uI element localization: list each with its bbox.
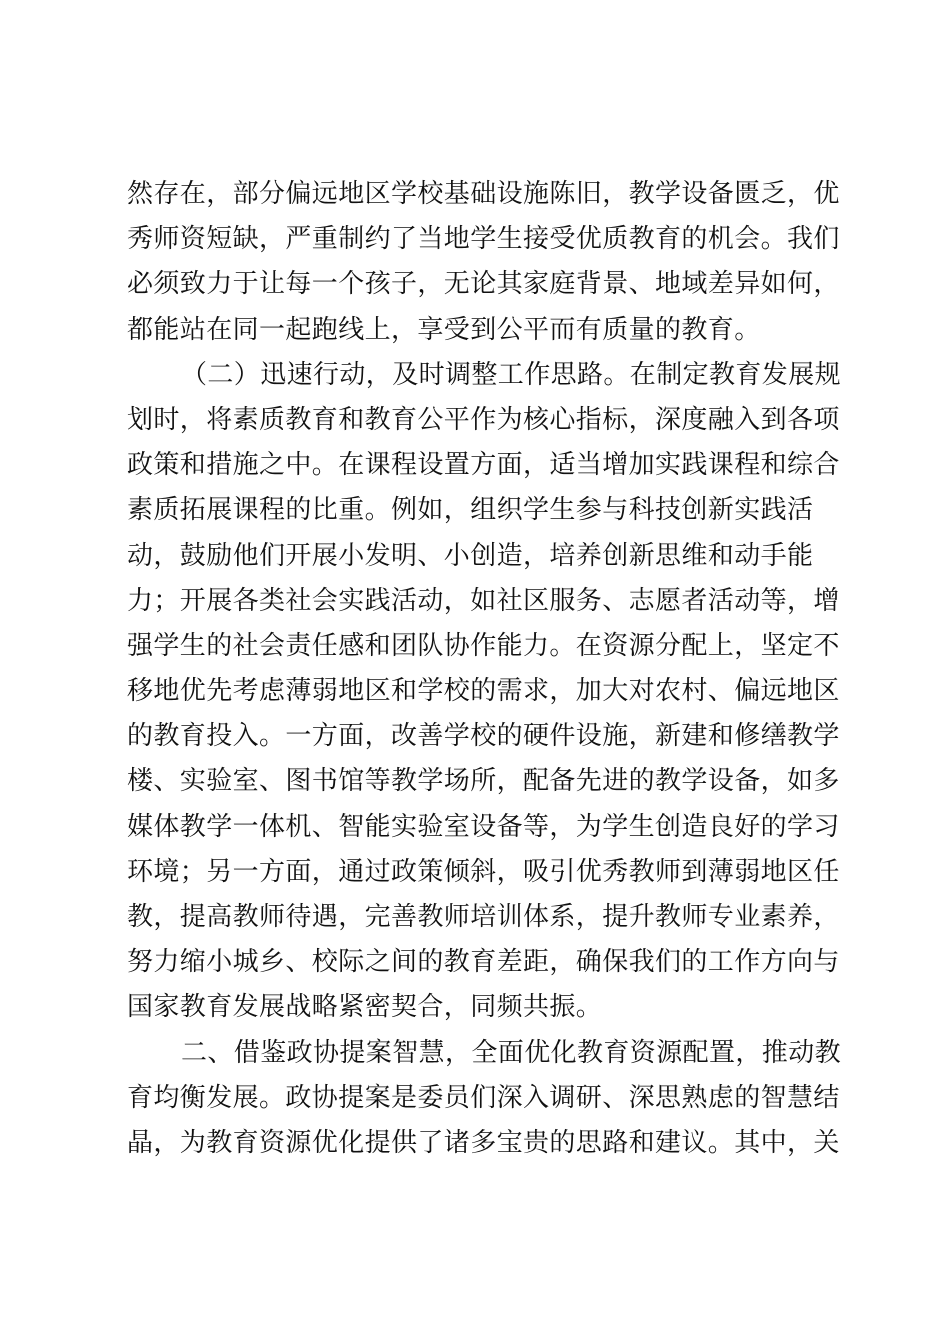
text-line: 国家教育发展战略紧密契合，同频共振。 (127, 992, 603, 1023)
text-line: 划时，将素质教育和教育公平作为核心指标，深度融入到各项 (127, 404, 840, 435)
text-line: 努力缩小城乡、校际之间的教育差距，确保我们的工作方向与 (127, 947, 840, 978)
text-line: 环境；另一方面，通过政策倾斜，吸引优秀教师到薄弱地区任 (127, 856, 840, 887)
text-line: 教，提高教师待遇，完善教师培训体系，提升教师专业素养， (127, 902, 840, 932)
text-line: 动，鼓励他们开展小发明、小创造，培养创新思维和动手能 (127, 540, 814, 571)
text-line: 楼、实验室、图书馆等教学场所，配备先进的教学设备，如多 (127, 766, 840, 797)
text-line: 媒体教学一体机、智能实验室设备等，为学生创造良好的学习 (127, 811, 840, 842)
text-line: 晶，为教育资源优化提供了诸多宝贵的思路和建议。其中，关 (127, 1127, 840, 1158)
paragraph-start-line: （二）迅速行动，及时调整工作思路。在制定教育发展规 (181, 359, 842, 390)
text-line: 政策和措施之中。在课程设置方面，适当增加实践课程和综合 (127, 450, 840, 481)
text-line: 育均衡发展。政协提案是委员们深入调研、深思熟虑的智慧结 (127, 1082, 840, 1113)
text-line: 力；开展各类社会实践活动，如社区服务、志愿者活动等，增 (127, 585, 840, 616)
text-line: 秀师资短缺，严重制约了当地学生接受优质教育的机会。我们 (127, 224, 840, 255)
text-line: 素质拓展课程的比重。例如，组织学生参与科技创新实践活 (127, 495, 814, 526)
text-line: 都能站在同一起跑线上，享受到公平而有质量的教育。 (127, 314, 761, 345)
text-line: 然存在，部分偏远地区学校基础设施陈旧，教学设备匮乏，优 (127, 179, 840, 209)
text-line: 的教育投入。一方面，改善学校的硬件设施，新建和修缮教学 (127, 721, 840, 752)
text-line: 必须致力于让每一个孩子，无论其家庭背景、地域差异如何， (127, 269, 840, 300)
paragraph-start-line: 二、借鉴政协提案智慧，全面优化教育资源配置，推动教 (181, 1037, 842, 1068)
body-text (127, 172, 842, 1166)
text-line: 强学生的社会责任感和团队协作能力。在资源分配上，坚定不 (127, 630, 840, 661)
text-line: 移地优先考虑薄弱地区和学校的需求，加大对农村、偏远地区 (127, 676, 840, 707)
